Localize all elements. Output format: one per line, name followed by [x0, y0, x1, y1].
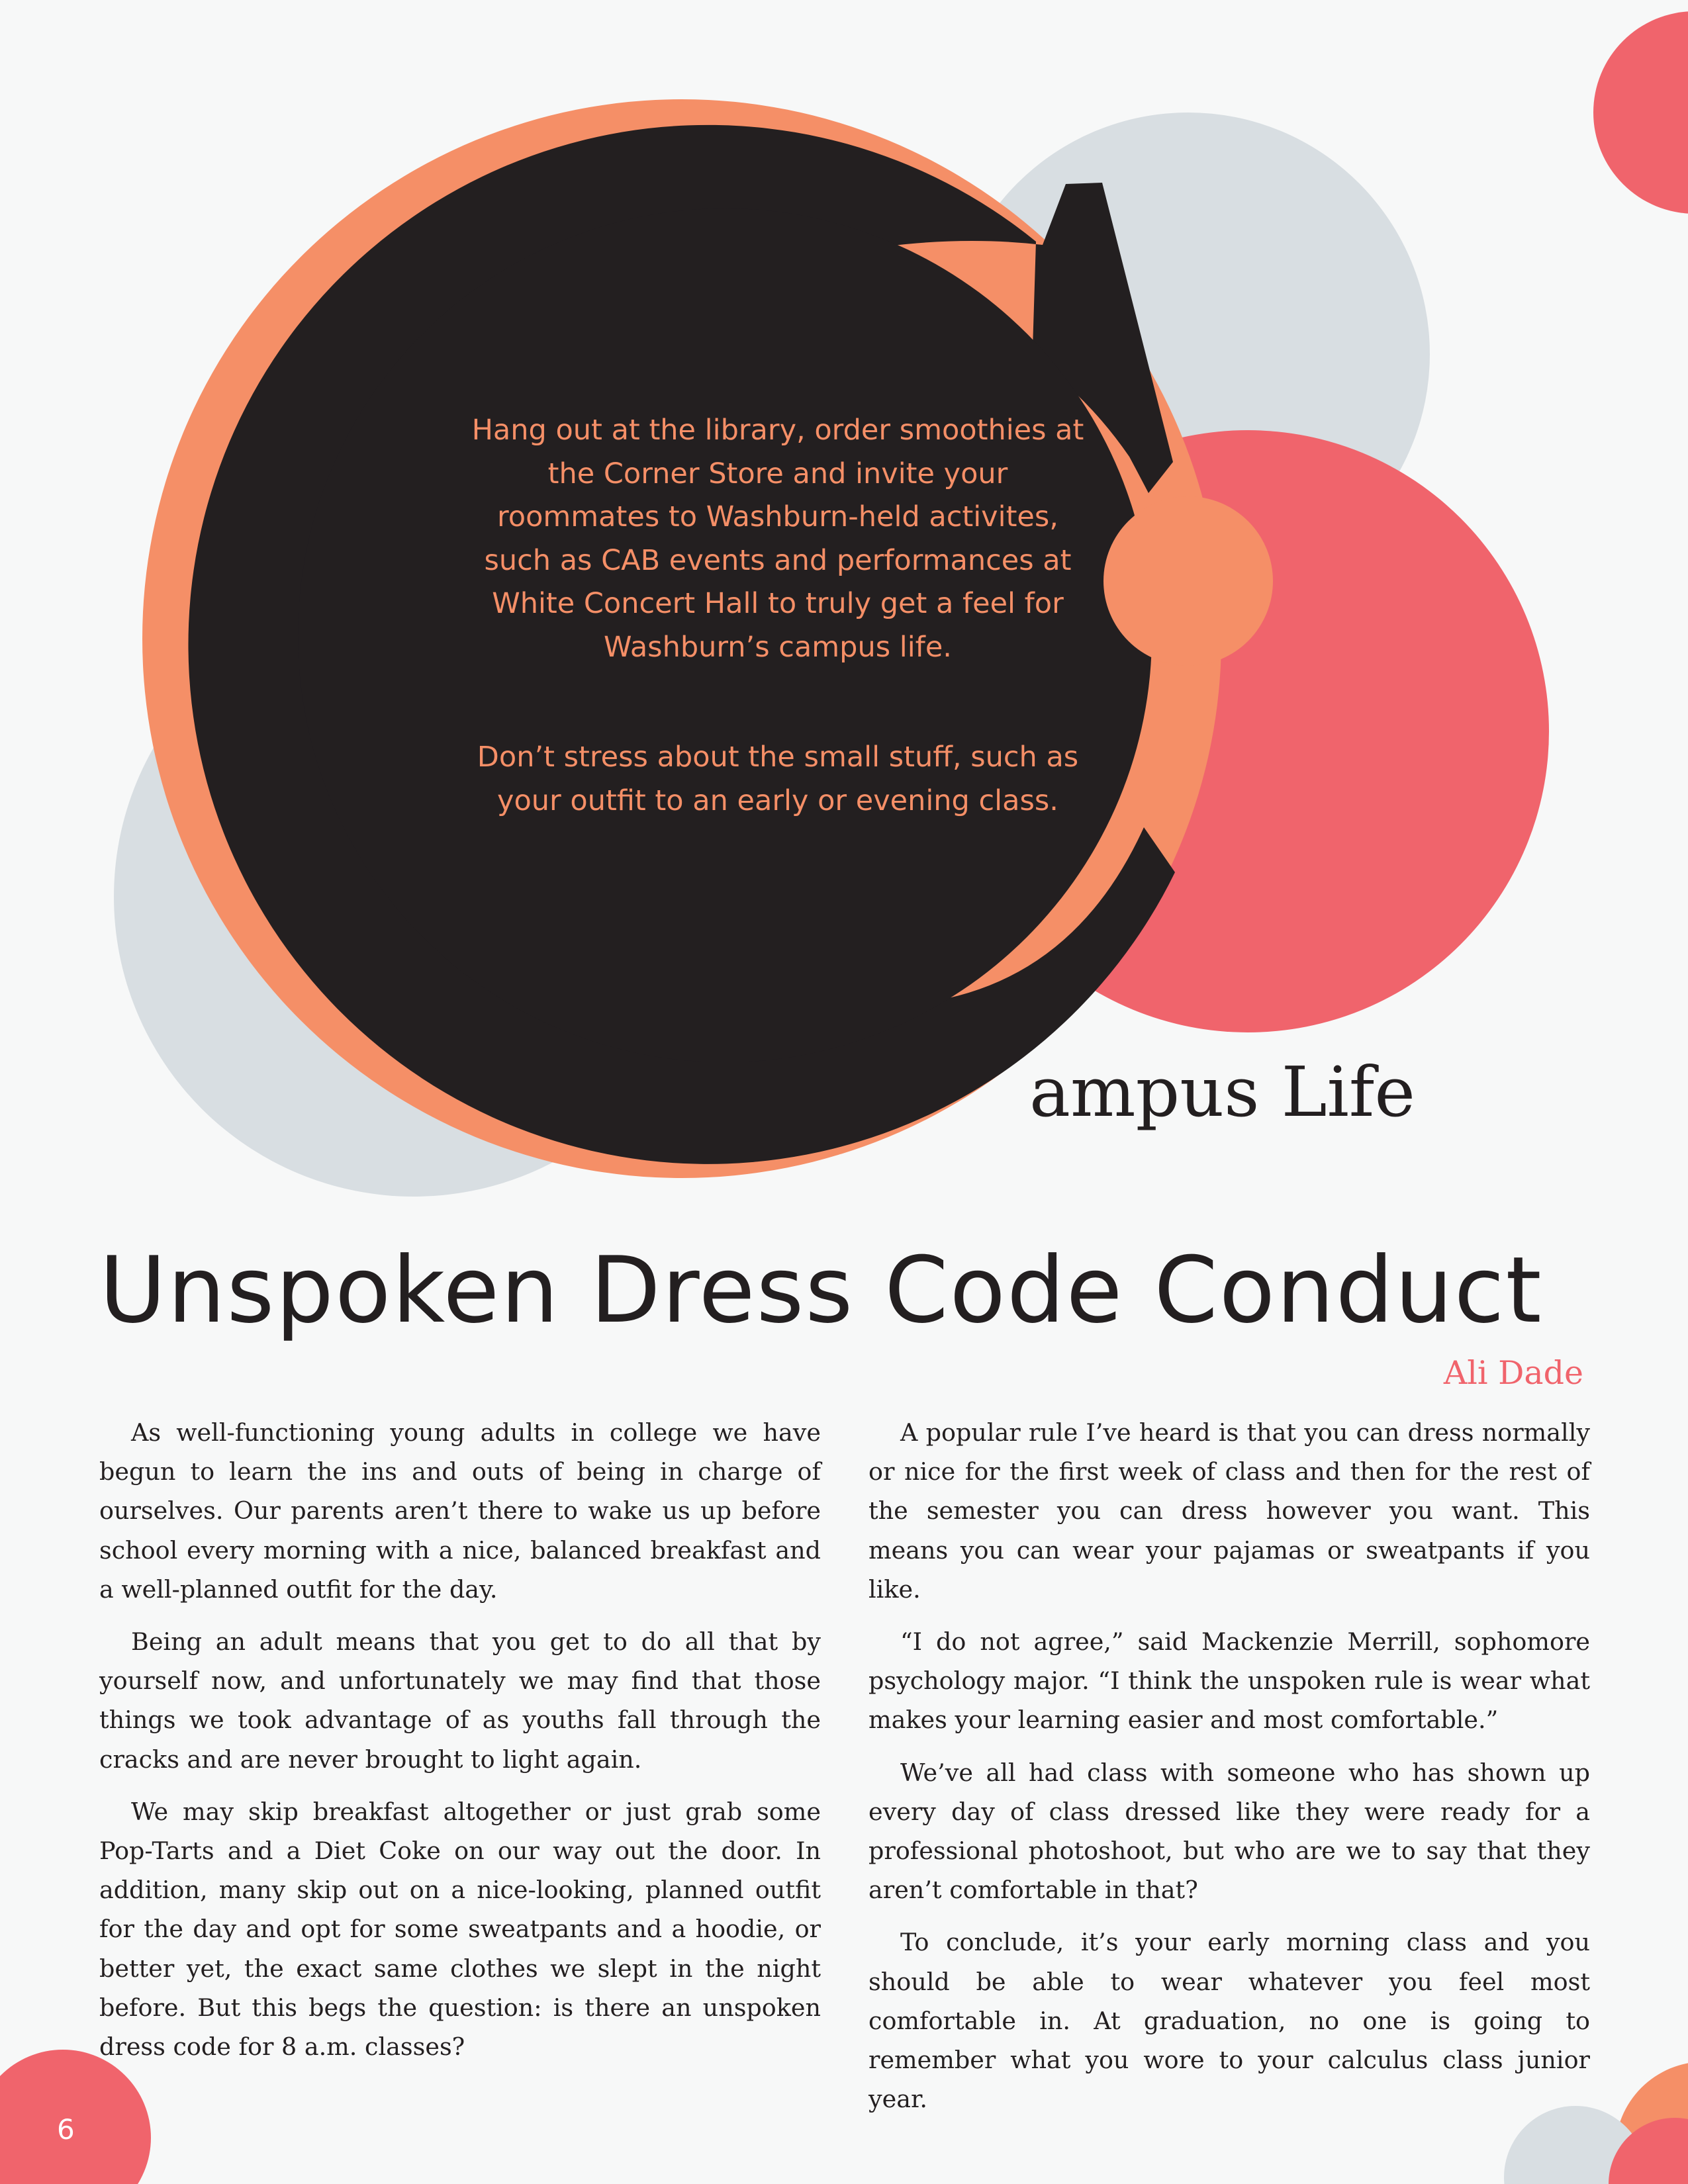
article-paragraph: Being an adult means that you get to do all that by yourself now, and unfortunately we may find that those things we took advantage of as youths fall through the cracks and are never brought to light again.	[99, 1627, 821, 1774]
article-paragraph: A popular rule I’ve heard is that you can dress normally or nice for the first week of class and then for the rest of the semester you can dress however you want. This means you can wear your pajamas or sweatpants if you like.	[868, 1418, 1590, 1604]
article-column-left	[99, 1413, 821, 2079]
article-column-right	[868, 1413, 1590, 2132]
article-byline: Ali Dade	[1443, 1354, 1583, 1392]
top-right-coral-circle	[1593, 11, 1688, 214]
article-paragraph: “I do not agree,” said Mackenzie Merrill, sophomore psychology major. “I think the unspoken rule is wear what makes your learning easier and most comfortable.”	[868, 1627, 1590, 1735]
article-paragraph: As well-functioning young adults in college we have begun to learn the ins and outs of being in charge of ourselves. Our parents aren’t there to wake us up before school every morning with a nice, balanced breakfast and a well-planned outfit for the day.	[99, 1418, 821, 1604]
page-number: 6	[57, 2113, 75, 2146]
article-headline: Unspoken Dress Code Conduct	[99, 1237, 1543, 1343]
pull-quote-paragraph-2: Don’t stress about the small stuff, such as your outfit to an early or evening class.	[477, 741, 1079, 817]
pull-quote-paragraph-1: Hang out at the library, order smoothies at the Corner Store and invite your roommates to Washburn-held activites, such as CAB events and performances at White Concert Hall to truly get a feel for Washburn’s campus life.	[471, 414, 1084, 664]
article-paragraph: We’ve all had class with someone who has shown up every day of class dressed like they were ready for a professional photoshoot, but who are we to say that they aren’t comfortable in that?	[868, 1758, 1590, 1905]
small-orange-dot	[1103, 496, 1273, 666]
article-paragraph: To conclude, it’s your early morning class and you should be able to wear whatever you feel most comfortable in. At graduation, no one is going to remember what you wore to your calculus class junior year.	[868, 1928, 1590, 2114]
section-title: ampus Life	[1029, 1052, 1415, 1132]
article-paragraph: We may skip breakfast altogether or just grab some Pop-Tarts and a Diet Coke on our way out the door. In addition, many skip out on a nice-looking, planned outfit for the day and opt for some sweatpants and a hoodie, or better yet, the exact same clothes we slept in the night before. But this begs the question: is there an unspoken dress code for 8 a.m. classes?	[99, 1797, 821, 2062]
